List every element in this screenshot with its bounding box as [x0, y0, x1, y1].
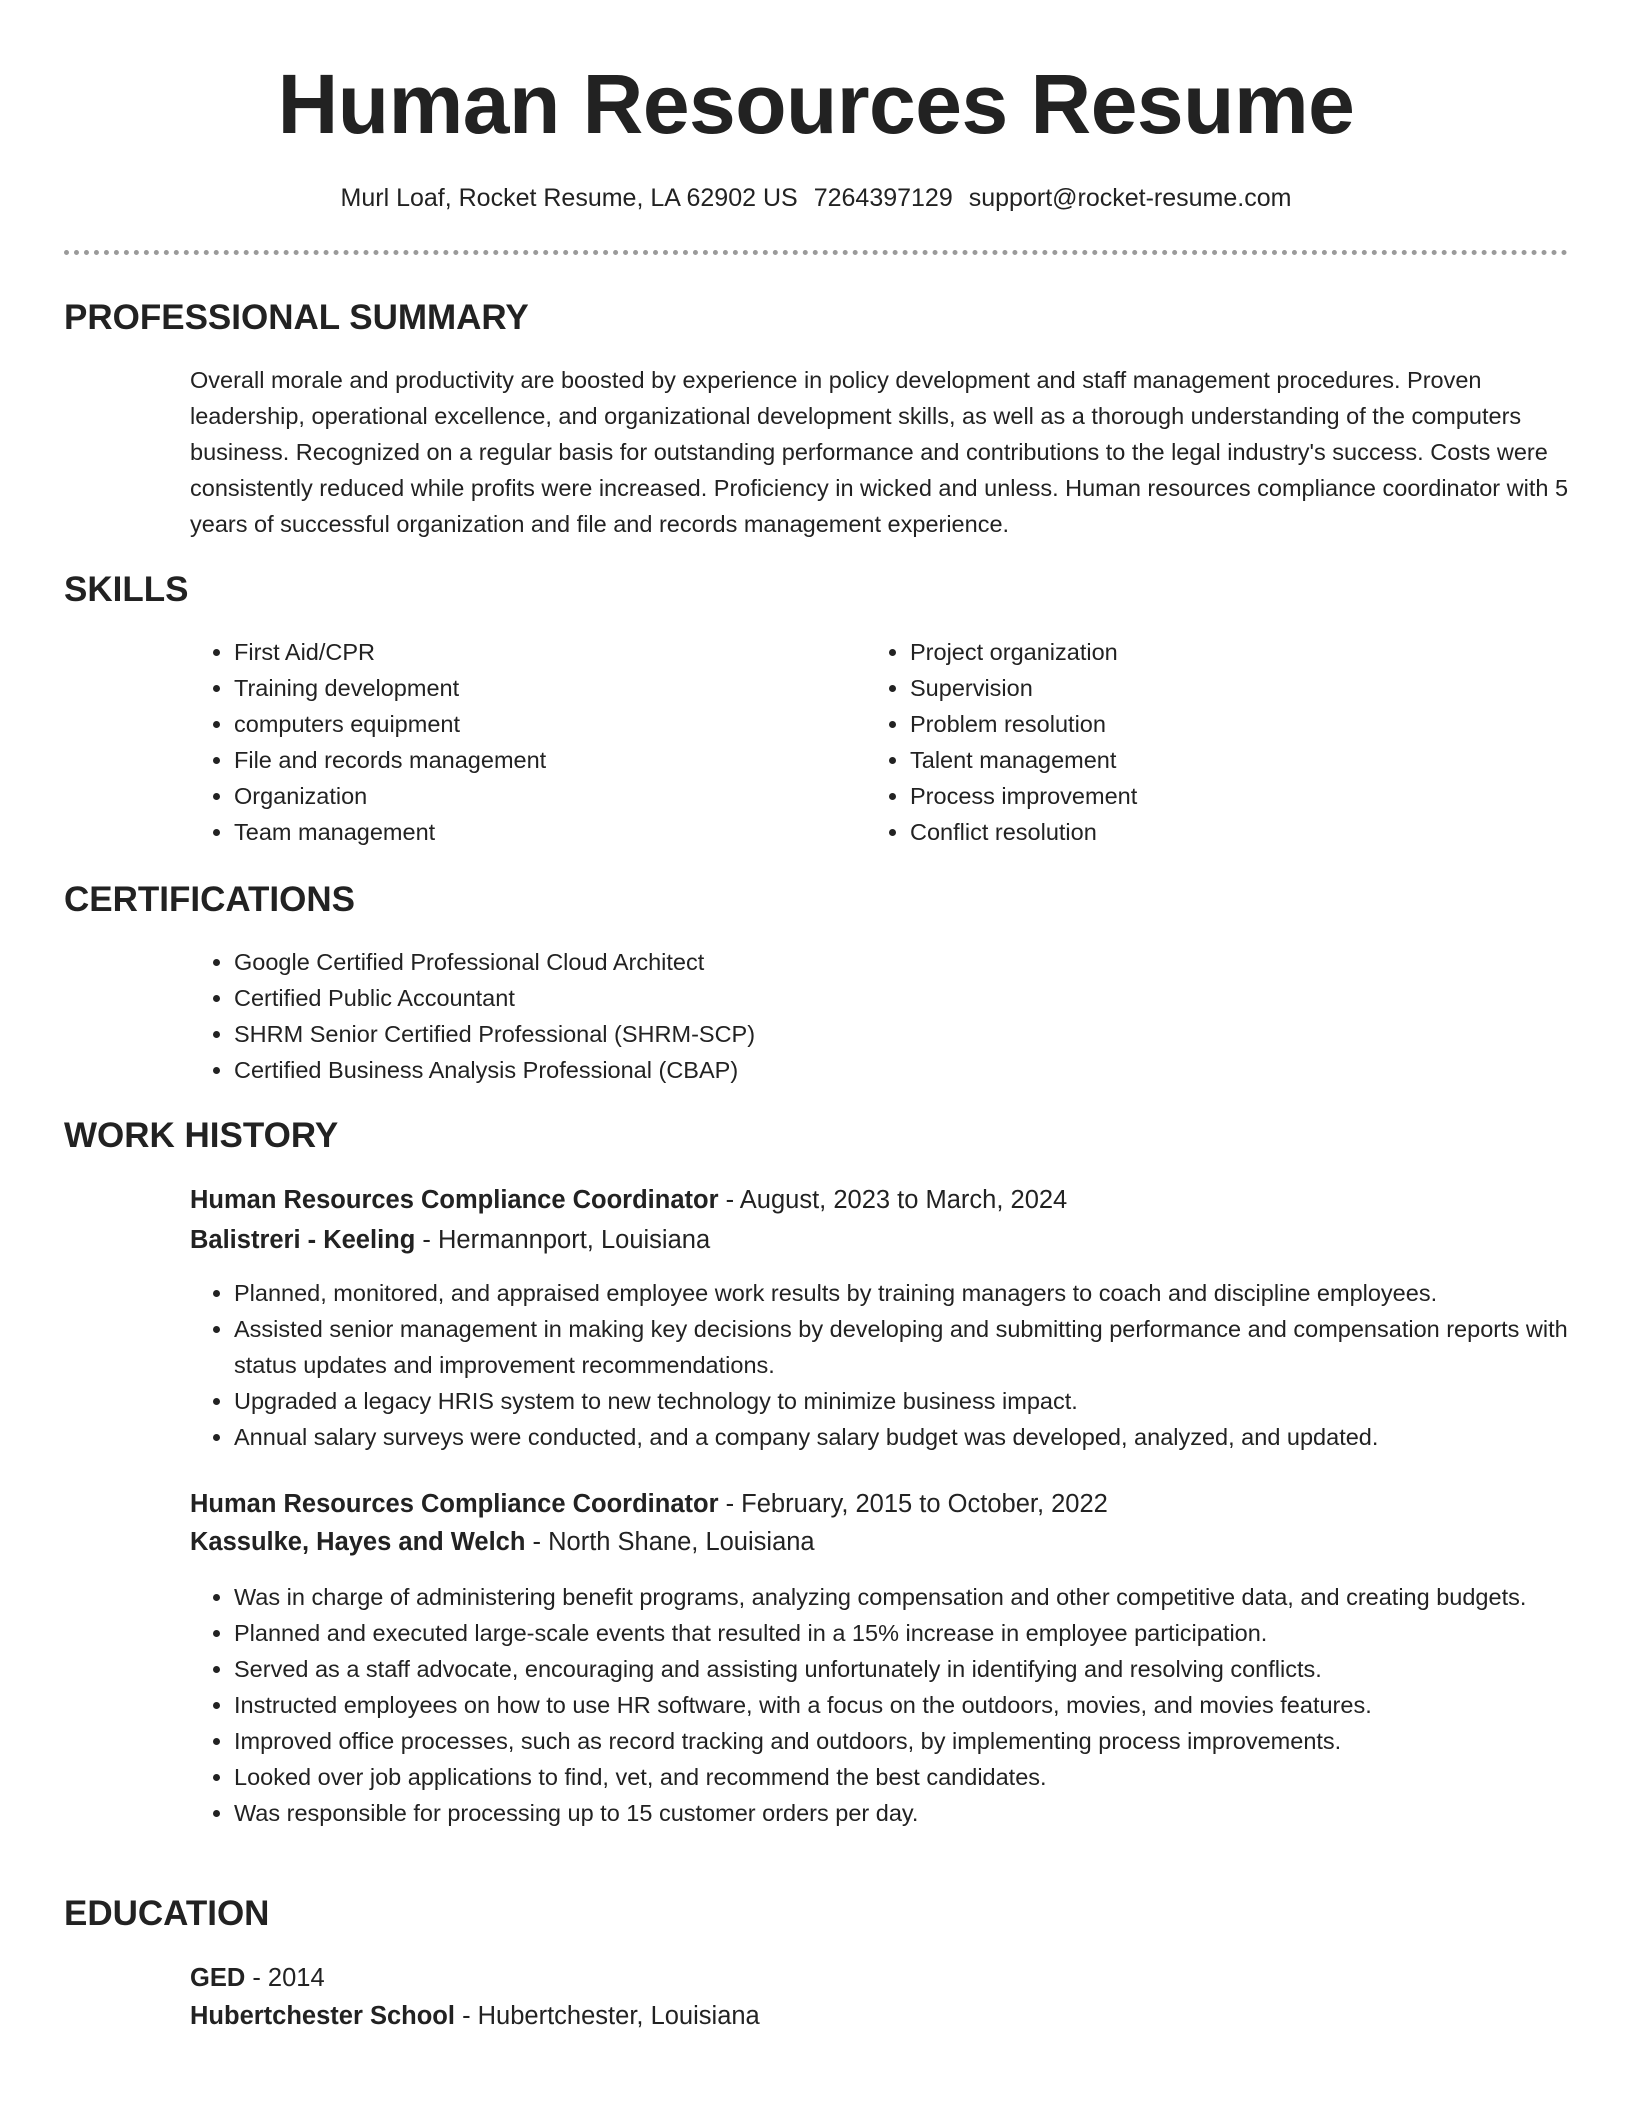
contact-email[interactable]: support@rocket-resume.com: [968, 184, 1292, 212]
list-item: • SHRM Senior Certified Professional (SHRM-SCP): [234, 1016, 1574, 1052]
skills-list-right: [866, 634, 1510, 850]
summary-text: Overall morale and productivity are boosted by experience in policy development and staff management procedures. Proven leadership, operational excellence, and organizational development skills, as well as a thorough understanding of the computers business. Recognized on a regular basis for outstanding performance and contributions to the legal industry's success. Costs were consistently reduced while profits were increased. Proficiency in wicked and unless. Human resources compliance coordinator with 5 years of successful organization and file and records management experience.: [190, 367, 1569, 537]
list-item: • Talent management: [910, 742, 1510, 778]
job-dates: - August, 2023 to March, 2024: [718, 1186, 1068, 1214]
job-title: Human Resources Compliance Coordinator: [190, 1186, 719, 1214]
education-year: - 2014: [245, 1964, 325, 1992]
list-item: • Process improvement: [910, 778, 1510, 814]
job-title-line: [190, 1180, 1570, 1220]
job-bullets: [190, 1579, 1574, 1831]
list-item: • Upgraded a legacy HRIS system to new technology to minimize business impact.: [234, 1383, 1574, 1419]
education-school-line: [190, 1996, 1570, 2036]
education-school: Hubertchester School: [190, 2002, 455, 2030]
job-company-line: [190, 1220, 1570, 1260]
header-divider: [64, 250, 1568, 255]
skills-list-left: [190, 634, 834, 850]
job-bullets: [190, 1275, 1574, 1455]
list-item: • Project organization: [910, 634, 1510, 670]
work-history-heading: WORK HISTORY: [64, 1116, 339, 1155]
education-degree: GED: [190, 1964, 246, 1992]
list-item: • computers equipment: [234, 706, 834, 742]
list-item: • Problem resolution: [910, 706, 1510, 742]
job-dates: - February, 2015 to October, 2022: [718, 1490, 1108, 1518]
list-item: • Planned, monitored, and appraised employee work results by training managers to coach and discipline employees.: [234, 1275, 1574, 1311]
list-item: • Team management: [234, 814, 834, 850]
list-item: • Annual salary surveys were conducted, and a company salary budget was developed, analyzed, and updated.: [234, 1419, 1574, 1455]
list-item: • File and records management: [234, 742, 834, 778]
list-item: • Was responsible for processing up to 15 customer orders per day.: [234, 1795, 1574, 1831]
list-item: • Assisted senior management in making key decisions by developing and submitting performance and compensation reports with status updates and improvement recommendations.: [234, 1311, 1574, 1383]
contact-phone: 7264397129: [813, 184, 953, 212]
list-item: • Planned and executed large-scale events that resulted in a 15% increase in employee participation.: [234, 1615, 1574, 1651]
education-degree-line: [190, 1958, 1570, 1998]
skills-heading: SKILLS: [64, 570, 189, 609]
list-item: • Conflict resolution: [910, 814, 1510, 850]
job-company-line: [190, 1522, 1570, 1562]
job-title: Human Resources Compliance Coordinator: [190, 1490, 719, 1518]
list-item: • Served as a staff advocate, encouraging and assisting unfortunately in identifying and resolving conflicts.: [234, 1651, 1574, 1687]
summary-heading: PROFESSIONAL SUMMARY: [64, 298, 529, 337]
contact-line: [0, 180, 1632, 216]
list-item: • Google Certified Professional Cloud Architect: [234, 944, 1574, 980]
list-item: • Supervision: [910, 670, 1510, 706]
list-item: • Looked over job applications to find, vet, and recommend the best candidates.: [234, 1759, 1574, 1795]
job-location: - Hermannport, Louisiana: [415, 1226, 711, 1254]
contact-address: Murl Loaf, Rocket Resume, LA 62902 US: [340, 184, 798, 212]
job-title-line: [190, 1484, 1570, 1524]
resume-title: Human Resources Resume: [277, 57, 1355, 151]
job-location: - North Shane, Louisiana: [525, 1528, 815, 1556]
job-company: Balistreri - Keeling: [190, 1226, 416, 1254]
education-heading: EDUCATION: [64, 1894, 270, 1933]
list-item: • Certified Business Analysis Professional (CBAP): [234, 1052, 1574, 1088]
job-company: Kassulke, Hayes and Welch: [190, 1528, 526, 1556]
certifications-list: [190, 944, 1574, 1088]
list-item: • Organization: [234, 778, 834, 814]
list-item: • First Aid/CPR: [234, 634, 834, 670]
list-item: • Certified Public Accountant: [234, 980, 1574, 1016]
certifications-heading: CERTIFICATIONS: [64, 880, 356, 919]
list-item: • Was in charge of administering benefit programs, analyzing compensation and other competitive data, and creating budgets.: [234, 1579, 1574, 1615]
list-item: • Training development: [234, 670, 834, 706]
education-location: - Hubertchester, Louisiana: [454, 2002, 760, 2030]
list-item: • Improved office processes, such as record tracking and outdoors, by implementing process improvements.: [234, 1723, 1574, 1759]
list-item: • Instructed employees on how to use HR software, with a focus on the outdoors, movies, and movies features.: [234, 1687, 1574, 1723]
